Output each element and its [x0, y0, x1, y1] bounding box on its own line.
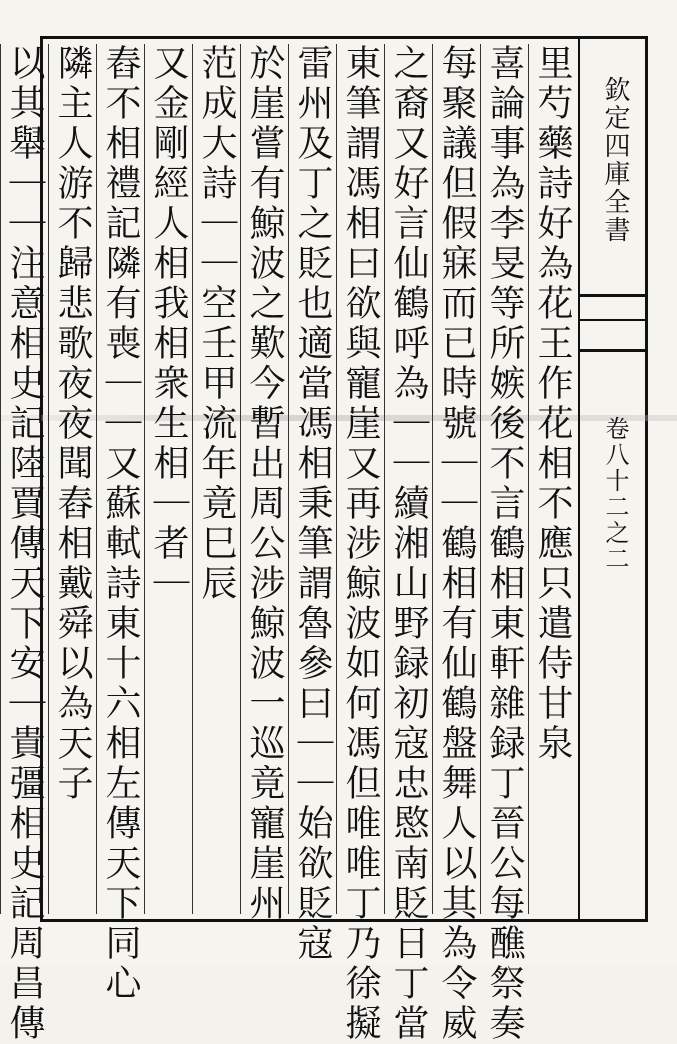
text-column-12: 以其舉｜｜注意相史記陸賈傳天下安｜貴彊相史記周昌傳 — [0, 44, 48, 914]
text-column-9: 又金剛經人相我相衆生相｜者｜ — [144, 44, 192, 914]
text-column-8: 范成大詩｜｜空壬甲流年竟巳辰 — [192, 44, 240, 914]
book-ear — [578, 36, 648, 922]
text-column-10: 舂不相禮記隣有喪｜｜又蘇軾詩東十六相左傳天下同心 — [96, 44, 144, 914]
text-column-4: 之裔又好言仙鶴呼為｜｜續湘山野録初寇忠愍南貶日丁當 — [384, 44, 432, 914]
text-column-2: 喜論事為李旻等所嫉後不言鶴相東軒雜録丁晉公每醮祭奏 — [480, 44, 528, 914]
text-columns — [4, 44, 576, 1044]
text-column-11: 隣主人游不歸悲歌夜夜聞舂相戴舜以為天子 — [48, 44, 96, 914]
text-column-5: 東筆謂馮相曰欲與寵崖又再涉鯨波如何馮但唯唯丁乃徐擬 — [336, 44, 384, 914]
text-column-3: 每聚議但假寐而已時號｜｜鶴相有仙鶴盤舞人以其為令威 — [432, 44, 480, 914]
fish-tail-mark — [580, 294, 648, 352]
text-column-1: 里芍藥詩好為花王作花相不應只遣侍甘泉 — [528, 44, 576, 914]
text-column-7: 於崖嘗有鯨波之歎今暫出周公涉鯨波一巡竟寵崖州 — [240, 44, 288, 914]
book-title: 欽定四庫全書 — [600, 76, 630, 244]
text-column-6: 雷州及丁之貶也適當馮相秉筆謂魯參曰｜｜始欲貶寇 — [288, 44, 336, 914]
volume-label: 卷八十二之二 — [601, 416, 629, 572]
